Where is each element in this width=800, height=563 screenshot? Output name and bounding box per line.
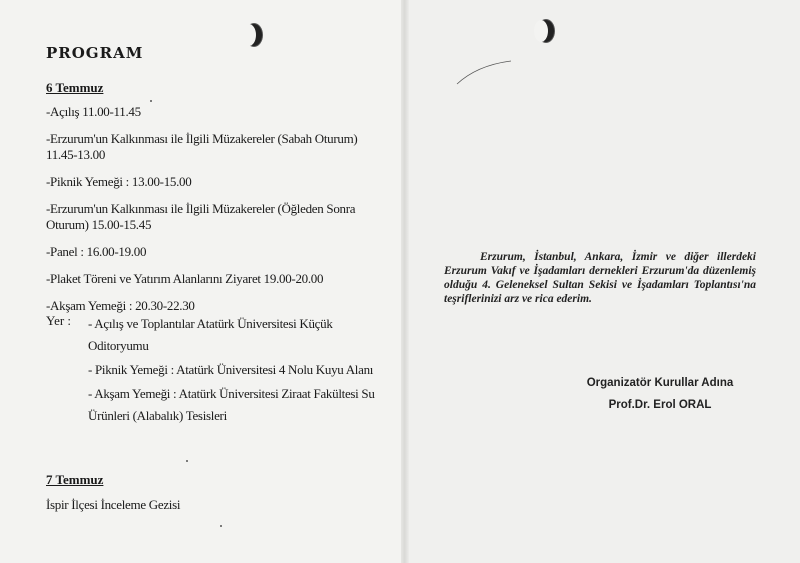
schedule-item: -Akşam Yemeği : 20.30-22.30 <box>46 298 195 313</box>
schedule-item: -Açılış 11.00-11.45 <box>46 104 141 119</box>
invitation-text <box>444 250 756 306</box>
invitation-paragraph: Erzurum, İstanbul, Ankara, İzmir ve diğer illerdeki Erzurum Vakıf ve İşadamları dernekleri Erzurum'da düzenlemiş olduğu 4. Geleneksel Sultan Sekisi ve İşadamları Toplantısı'na teşriflerinizi arz ve rica ederim. <box>444 251 756 305</box>
venue-label: Yer : <box>46 313 72 328</box>
schedule-item: -Erzurum'un Kalkınması ile İlgili Müzakereler (Öğleden Sonra Oturum) 15.00-15.45 <box>46 201 356 232</box>
paper-speck <box>220 525 222 527</box>
venue-item: - Piknik Yemeği : Atatürk Üniversitesi 4 Nolu Kuyu Alanı <box>88 362 374 377</box>
paper-speck <box>186 460 188 462</box>
venue-list <box>88 313 388 429</box>
venue-item: - Açılış ve Toplantılar Atatürk Üniversitesi Küçük Oditoryumu <box>88 316 333 353</box>
day2-heading: 7 Temmuz <box>46 472 104 487</box>
schedule-item: -Plaket Töreni ve Yatırım Alanlarını Ziyaret 19.00-20.00 <box>46 271 324 286</box>
pen-mark <box>455 58 515 88</box>
program-title: PROGRAM <box>46 44 144 62</box>
punch-hole-left <box>246 24 262 46</box>
day2-trip-text: İspir İlçesi İnceleme Gezisi <box>46 497 181 512</box>
venue-item: - Akşam Yemeği : Atatürk Üniversitesi Ziraat Fakültesi Su Ürünleri (Alabalık) Tesisleri <box>88 386 375 423</box>
schedule-item: -Piknik Yemeği : 13.00-15.00 <box>46 174 192 189</box>
signature-title: Organizatör Kurullar Adına <box>586 377 734 389</box>
day1-heading: 6 Temmuz <box>46 80 104 95</box>
page-fold <box>401 0 409 563</box>
signature-block <box>560 372 760 416</box>
paper-speck <box>150 100 152 102</box>
signature-name: Prof.Dr. Erol ORAL <box>608 399 712 411</box>
schedule-item: -Panel : 16.00-19.00 <box>46 244 147 259</box>
schedule-item: -Erzurum'un Kalkınması ile İlgili Müzakereler (Sabah Oturum) 11.45-13.00 <box>46 131 358 162</box>
day1-schedule <box>46 104 386 325</box>
punch-hole-right <box>538 20 554 42</box>
